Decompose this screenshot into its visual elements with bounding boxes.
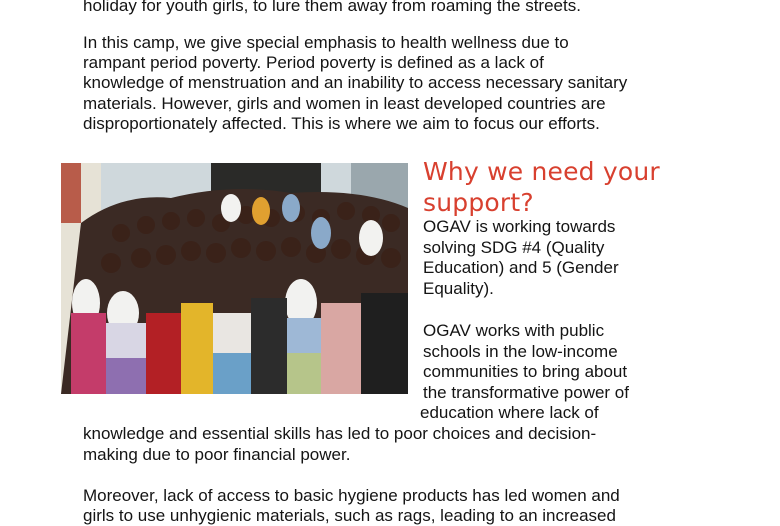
paragraph-line: knowledge and essential skills has led to poor choices and decision- bbox=[83, 424, 597, 443]
paragraph-line: Equality). bbox=[423, 279, 494, 298]
paragraph-line: OGAV works with public bbox=[423, 321, 605, 340]
group-photo bbox=[61, 163, 408, 394]
paragraph-line: making due to poor financial power. bbox=[83, 445, 351, 464]
paragraph-line: education where lack of bbox=[420, 403, 599, 422]
group-photo-illustration bbox=[61, 163, 408, 394]
paragraph-line: Moreover, lack of access to basic hygiene products has led women and bbox=[83, 486, 620, 505]
heading-line: support? bbox=[423, 188, 534, 217]
paragraph-line: schools in the low-income bbox=[423, 342, 618, 361]
paragraph-line: materials. However, girls and women in least developed countries are bbox=[83, 94, 606, 113]
paragraph-line: the transformative power of bbox=[423, 383, 629, 402]
paragraph-line: girls to use unhygienic materials, such as rags, leading to an increased bbox=[83, 506, 616, 525]
paragraph-line: rampant period poverty. Period poverty is defined as a lack of bbox=[83, 53, 544, 72]
paragraph-line: communities to bring about bbox=[423, 362, 628, 381]
paragraph-line: disproportionately affected. This is where we aim to focus our efforts. bbox=[83, 114, 600, 133]
paragraph-line: Education) and 5 (Gender bbox=[423, 258, 619, 277]
heading-line: Why we need your bbox=[423, 157, 660, 186]
paragraph-line: OGAV is working towards bbox=[423, 217, 616, 236]
intro-tail-text: holiday for youth girls, to lure them away from roaming the streets. bbox=[83, 0, 581, 15]
paragraph-line: In this camp, we give special emphasis to health wellness due to bbox=[83, 33, 569, 52]
paragraph-line: solving SDG #4 (Quality bbox=[423, 238, 605, 257]
paragraph-line: knowledge of menstruation and an inability to access necessary sanitary bbox=[83, 73, 628, 92]
